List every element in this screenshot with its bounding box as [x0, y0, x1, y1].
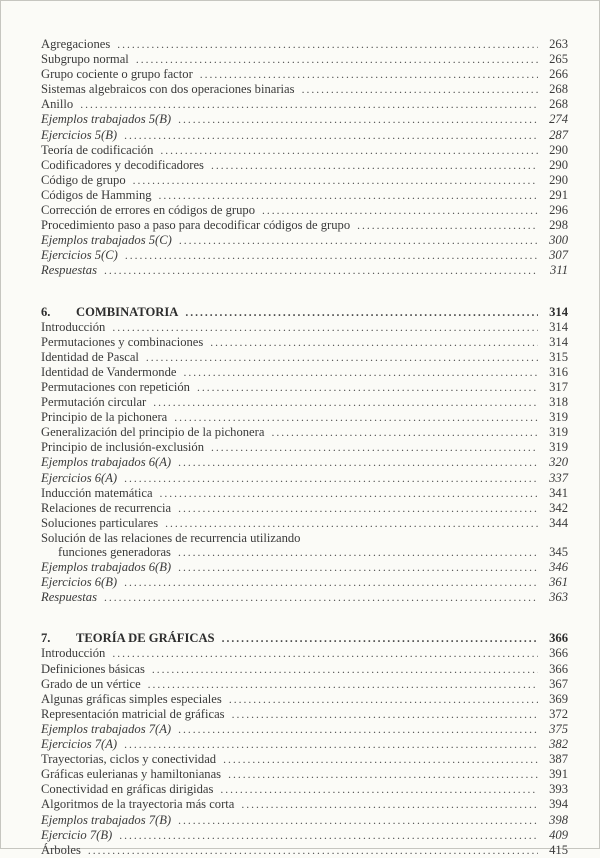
toc-entry — [41, 486, 568, 501]
toc-entry — [41, 782, 568, 797]
toc-entry-label: Introducción — [41, 319, 106, 334]
toc-entry — [41, 263, 568, 278]
dot-leader — [174, 411, 538, 425]
toc-entry-label: Ejercicios 6(A) — [41, 470, 118, 485]
toc-entry — [41, 501, 568, 516]
dot-leader — [119, 829, 538, 843]
toc-entry-page-number: 367 — [549, 676, 568, 691]
dot-leader — [232, 708, 538, 722]
toc-entry-page-number: 341 — [549, 485, 568, 500]
toc-entry-page-number: 274 — [549, 112, 568, 127]
toc-entry — [41, 82, 568, 97]
chapter-heading-label — [41, 631, 215, 645]
toc-entry-label: Sistemas algebraicos con dos operaciones binarias — [41, 82, 295, 97]
toc-entry-label: Ejercicios 5(B) — [41, 127, 118, 142]
toc-entry-page-number: 382 — [549, 737, 568, 752]
toc-entry — [41, 425, 568, 440]
toc-entry-label: Introducción — [41, 646, 106, 661]
toc-entry — [41, 365, 568, 380]
toc-entry-page-number: 342 — [549, 500, 568, 515]
toc-entry — [41, 203, 568, 218]
toc-entry-label: Ejercicios 7(A) — [41, 737, 118, 752]
toc-entry-label: Ejemplos trabajados 6(B) — [41, 560, 172, 575]
toc-entry-page-number: 337 — [549, 470, 568, 485]
dot-leader — [160, 487, 538, 501]
dot-leader — [302, 83, 538, 97]
dot-leader — [185, 306, 538, 320]
dot-leader — [228, 768, 538, 782]
chapter-number: 7. — [41, 631, 51, 646]
toc-section — [41, 305, 568, 606]
toc-entry-label: Codificadores y decodificadores — [41, 157, 204, 172]
toc-entry — [41, 813, 568, 828]
dot-leader — [178, 502, 538, 516]
dot-leader — [133, 174, 538, 188]
toc-entry — [41, 248, 568, 263]
toc-entry-label: Agregaciones — [41, 37, 111, 51]
toc-entry-page-number: 375 — [549, 721, 568, 736]
dot-leader — [178, 561, 538, 575]
dot-leader — [112, 321, 538, 335]
toc-entry-label: Inducción matemática — [41, 485, 153, 500]
toc-entry-page-number: 398 — [549, 812, 568, 827]
toc-entry-page-number: 290 — [549, 157, 568, 172]
toc-entry-label: Permutaciones y combinaciones — [41, 334, 204, 349]
toc-entry-page-number: 311 — [550, 263, 568, 278]
chapter-page-number: 366 — [549, 631, 568, 646]
toc-entry — [41, 380, 568, 395]
dot-leader — [117, 38, 538, 52]
toc-entry-label: Procedimiento paso a paso para decodificar códigos de grupo — [41, 218, 351, 233]
dot-leader — [148, 678, 538, 692]
toc-entry-label: Relaciones de recurrencia — [41, 500, 172, 515]
toc-entry-page-number: 319 — [549, 410, 568, 425]
toc-entry — [41, 455, 568, 470]
dot-leader — [223, 753, 538, 767]
table-of-contents — [41, 37, 568, 858]
toc-entry — [41, 692, 568, 707]
toc-entry-label: Conectividad en gráficas dirigidas — [41, 782, 214, 797]
dot-leader — [210, 336, 538, 350]
dot-leader — [220, 783, 538, 797]
toc-section — [41, 631, 568, 857]
toc-entry — [41, 410, 568, 425]
chapter-heading — [41, 305, 568, 320]
toc-entry-page-number: 372 — [549, 706, 568, 721]
toc-entry-label: Ejemplos trabajados 5(C) — [41, 233, 172, 248]
chapter-number: 6. — [41, 304, 51, 319]
dot-leader — [271, 426, 538, 440]
dot-leader — [178, 546, 538, 560]
toc-entry-label: Grado de un vértice — [41, 676, 141, 691]
dot-leader — [357, 219, 538, 233]
dot-leader — [241, 798, 538, 812]
toc-entry-label: Teoría de codificación — [41, 142, 154, 157]
dot-leader — [178, 456, 538, 470]
toc-entry-label: Generalización del principio de la pichonera — [41, 425, 265, 440]
dot-leader — [88, 844, 538, 858]
toc-entry-page-number: 298 — [549, 218, 568, 233]
toc-entry-label: Ejemplos trabajados 6(A) — [41, 455, 172, 470]
toc-entry-label: Identidad de Pascal — [41, 349, 139, 364]
dot-leader — [222, 632, 538, 646]
dot-leader — [124, 472, 538, 486]
toc-entry — [41, 828, 568, 843]
toc-entry-label: Ejercicios 5(C) — [41, 248, 118, 263]
toc-entry-page-number: 391 — [549, 767, 568, 782]
chapter-heading — [41, 631, 568, 646]
toc-entry — [41, 320, 568, 335]
toc-entry-page-number: 268 — [549, 82, 568, 97]
toc-entry-label: Identidad de Vandermonde — [41, 364, 177, 379]
toc-entry-page-number: 296 — [549, 203, 568, 218]
toc-entry-page-number: 394 — [549, 797, 568, 812]
toc-entry-page-number: 268 — [549, 97, 568, 112]
toc-entry-label: Soluciones particulares — [41, 515, 159, 530]
toc-entry — [41, 395, 568, 410]
toc-entry-page-number: 287 — [549, 127, 568, 142]
toc-entry-label: Árboles — [41, 842, 81, 857]
dot-leader — [104, 591, 538, 605]
toc-entry — [41, 173, 568, 188]
toc-entry — [41, 722, 568, 737]
toc-entry — [41, 590, 568, 605]
toc-entry — [41, 646, 568, 661]
toc-entry-page-number: 265 — [549, 52, 568, 67]
toc-entry — [41, 158, 568, 173]
toc-entry — [41, 531, 568, 545]
toc-entry-label: Ejemplos trabajados 7(B) — [41, 812, 172, 827]
toc-entry-page-number: 266 — [549, 67, 568, 82]
toc-entry-page-number: 290 — [549, 172, 568, 187]
toc-entry — [41, 143, 568, 158]
toc-entry-label: Anillo — [41, 97, 74, 112]
toc-entry-page-number: 318 — [549, 395, 568, 410]
toc-entry-label: Ejercicio 7(B) — [41, 827, 113, 842]
toc-entry — [41, 707, 568, 722]
toc-entry — [41, 843, 568, 858]
toc-entry — [41, 188, 568, 203]
toc-entry-page-number: 346 — [549, 560, 568, 575]
toc-entry-label: Ejemplos trabajados 5(B) — [41, 112, 172, 127]
toc-entry-page-number: 369 — [549, 691, 568, 706]
toc-entry-page-number: 314 — [549, 319, 568, 334]
dot-leader — [146, 351, 538, 365]
toc-entry — [41, 218, 568, 233]
toc-entry — [41, 350, 568, 365]
toc-entry-page-number: 319 — [549, 440, 568, 455]
toc-entry-label-continuation: funciones generadoras — [58, 545, 171, 559]
toc-entry — [41, 662, 568, 677]
toc-entry-label: Permutación circular — [41, 395, 147, 410]
toc-entry-label: Ejemplos trabajados 7(A) — [41, 721, 172, 736]
dot-leader — [179, 234, 538, 248]
toc-entry — [41, 767, 568, 782]
dot-leader — [124, 576, 538, 590]
toc-entry-label: Solución de las relaciones de recurrencia utilizando — [41, 530, 301, 545]
toc-entry-page-number: 409 — [549, 827, 568, 842]
toc-entry-label: Grupo cociente o grupo factor — [41, 67, 193, 82]
toc-entry — [41, 67, 568, 82]
dot-leader — [152, 663, 538, 677]
dot-leader — [165, 517, 538, 531]
toc-entry-page-number: 363 — [549, 590, 568, 605]
toc-entry-page-number: 317 — [549, 379, 568, 394]
toc-entry-page-number: 307 — [549, 248, 568, 263]
toc-entry-label: Ejercicios 6(B) — [41, 575, 118, 590]
toc-entry-page-number: 393 — [549, 782, 568, 797]
dot-leader — [80, 98, 538, 112]
toc-entry-label: Principio de inclusión-exclusión — [41, 440, 204, 455]
dot-leader — [159, 189, 538, 203]
toc-entry-page-number: 320 — [549, 455, 568, 470]
dot-leader — [200, 68, 538, 82]
toc-entry — [41, 97, 568, 112]
toc-entry-continuation — [41, 545, 568, 560]
dot-leader — [178, 113, 538, 127]
toc-entry-label: Trayectorias, ciclos y conectividad — [41, 752, 217, 767]
toc-entry — [41, 52, 568, 67]
toc-entry — [41, 752, 568, 767]
dot-leader — [211, 159, 538, 173]
toc-entry-label: Gráficas eulerianas y hamiltonianas — [41, 767, 222, 782]
toc-entry — [41, 112, 568, 127]
toc-entry-page-number: 291 — [549, 187, 568, 202]
chapter-heading-label — [41, 305, 178, 319]
toc-entry — [41, 471, 568, 486]
toc-entry-label: Algunas gráficas simples especiales — [41, 691, 222, 706]
toc-entry — [41, 677, 568, 692]
toc-entry-page-number: 345 — [549, 545, 568, 559]
toc-entry-page-number: 315 — [549, 349, 568, 364]
dot-leader — [211, 441, 538, 455]
toc-entry-label: Códigos de Hamming — [41, 187, 152, 202]
toc-entry-page-number: 314 — [549, 334, 568, 349]
dot-leader — [124, 129, 538, 143]
toc-entry — [41, 233, 568, 248]
toc-entry-page-number: 300 — [549, 233, 568, 248]
chapter-page-number: 314 — [549, 304, 568, 319]
toc-entry — [41, 335, 568, 350]
toc-entry-label: Corrección de errores en códigos de grupo — [41, 203, 256, 218]
toc-entry-page-number: 316 — [549, 364, 568, 379]
dot-leader — [124, 738, 538, 752]
toc-entry — [41, 516, 568, 531]
dot-leader — [178, 814, 538, 828]
toc-entry-page-number: 366 — [549, 661, 568, 676]
dot-leader — [153, 396, 538, 410]
toc-entry-label: Código de grupo — [41, 172, 126, 187]
toc-entry-label: Respuestas — [41, 263, 97, 278]
toc-entry — [41, 560, 568, 575]
dot-leader — [136, 53, 538, 67]
toc-entry-page-number: 361 — [549, 575, 568, 590]
toc-entry-label: Permutaciones con repetición — [41, 379, 190, 394]
toc-entry-label: Respuestas — [41, 590, 97, 605]
toc-entry-page-number: 387 — [549, 752, 568, 767]
dot-leader — [178, 723, 538, 737]
toc-entry-page-number: 366 — [549, 646, 568, 661]
toc-entry — [41, 737, 568, 752]
toc-entry-label: Principio de la pichonera — [41, 410, 168, 425]
toc-entry — [41, 37, 568, 52]
dot-leader — [197, 381, 538, 395]
dot-leader — [160, 144, 538, 158]
dot-leader — [183, 366, 538, 380]
chapter-title: TEORÍA DE GRÁFICAS — [76, 631, 215, 646]
toc-entry — [41, 128, 568, 143]
toc-entry — [41, 797, 568, 812]
dot-leader — [125, 249, 538, 263]
toc-entry-label: Definiciones básicas — [41, 661, 145, 676]
toc-entry-page-number: 344 — [549, 515, 568, 530]
toc-entry-label: Subgrupo normal — [41, 52, 129, 67]
chapter-title: COMBINATORIA — [76, 304, 179, 319]
toc-entry-label: Representación matricial de gráficas — [41, 706, 225, 721]
dot-leader — [229, 693, 538, 707]
toc-entry-page-number: 290 — [549, 142, 568, 157]
toc-entry-page-number: 415 — [549, 842, 568, 857]
dot-leader — [262, 204, 538, 218]
dot-leader — [104, 264, 538, 278]
toc-entry-label: Algoritmos de la trayectoria más corta — [41, 797, 235, 812]
dot-leader — [112, 647, 538, 661]
toc-entry — [41, 440, 568, 455]
toc-entry-page-number: 319 — [549, 425, 568, 440]
toc-entry-page-number: 263 — [549, 37, 568, 51]
toc-section — [41, 37, 568, 279]
toc-entry — [41, 575, 568, 590]
